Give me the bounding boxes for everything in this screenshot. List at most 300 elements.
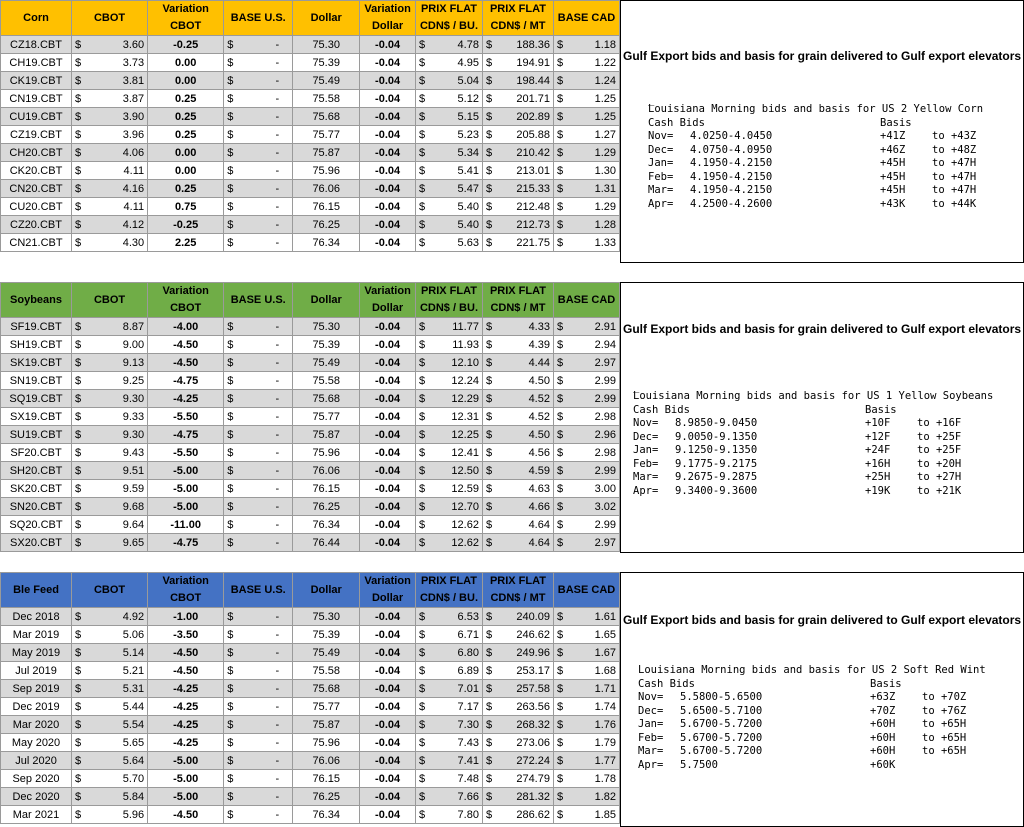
base-cad-cell: $ 1.74 (553, 698, 619, 716)
prix-bu-cell: $ 7.41 (415, 752, 482, 770)
dollar-cell: 76.25 (293, 788, 360, 806)
cbot-cell: $ 4.11 (72, 162, 148, 180)
column-header-base-cad: BASE CAD (553, 1, 619, 36)
column-header-base-cad: BASE CAD (553, 283, 619, 318)
prix-bu-cell: $ 4.95 (415, 54, 482, 72)
variation-cbot-cell: -1.00 (148, 608, 224, 626)
contract-cell: CZ20.CBT (1, 216, 72, 234)
base-cad-cell: $ 2.99 (553, 372, 619, 390)
variation-cbot-cell: -5.00 (148, 788, 224, 806)
base-cad-cell: $ 1.68 (553, 662, 619, 680)
dollar-cell: 75.96 (293, 162, 360, 180)
prix-bu-cell: $ 12.25 (415, 426, 482, 444)
contract-cell: CN20.CBT (1, 180, 72, 198)
column-header-dollar: Dollar (293, 1, 360, 36)
base-cad-cell: $ 2.99 (553, 516, 619, 534)
variation-dollar-cell: -0.04 (360, 408, 416, 426)
cbot-cell: $ 9.30 (72, 426, 148, 444)
prix-mt-cell: $ 274.79 (482, 770, 553, 788)
contract-cell: CH19.CBT (1, 54, 72, 72)
base-us-cell: $ - (224, 426, 293, 444)
variation-cbot-cell: -4.50 (148, 644, 224, 662)
prix-mt-cell: $ 215.33 (482, 180, 553, 198)
variation-cbot-cell: -5.00 (148, 752, 224, 770)
base-us-cell: $ - (224, 498, 293, 516)
table-row (1, 752, 620, 770)
prix-mt-cell: $ 198.44 (482, 72, 553, 90)
bids-column-headers: Cash Bids Basis (648, 116, 912, 129)
bids-row: Feb= 9.1775-9.2175 +16H to +20H (633, 457, 962, 470)
column-header-prix-mt: PRIX FLAT CDN$ / MT (482, 1, 553, 36)
column-header-variation-cbot: Variation CBOT (148, 573, 224, 608)
table-row (1, 788, 620, 806)
table-row (1, 498, 620, 516)
dollar-cell: 75.58 (293, 662, 360, 680)
table-row (1, 734, 620, 752)
dollar-cell: 75.68 (293, 108, 360, 126)
base-cad-cell: $ 2.99 (553, 462, 619, 480)
variation-cbot-cell: -5.50 (148, 408, 224, 426)
base-cad-cell: $ 3.02 (553, 498, 619, 516)
variation-dollar-cell: -0.04 (360, 354, 416, 372)
cbot-cell: $ 5.31 (72, 680, 148, 698)
cbot-cell: $ 8.87 (72, 318, 148, 336)
prix-bu-cell: $ 11.93 (415, 336, 482, 354)
table-row (1, 108, 620, 126)
prix-mt-cell: $ 188.36 (482, 36, 553, 54)
column-header-prix-bu: PRIX FLAT CDN$ / BU. (415, 1, 482, 36)
prix-bu-cell: $ 12.29 (415, 390, 482, 408)
base-us-cell: $ - (224, 108, 293, 126)
base-us-cell: $ - (224, 162, 293, 180)
bids-row: Dec= 5.6500-5.7100 +70Z to +76Z (638, 704, 967, 717)
base-us-cell: $ - (224, 372, 293, 390)
prix-bu-cell: $ 6.71 (415, 626, 482, 644)
cbot-cell: $ 4.30 (72, 234, 148, 252)
cbot-cell: $ 5.70 (72, 770, 148, 788)
prix-bu-cell: $ 6.80 (415, 644, 482, 662)
louisiana-bids (633, 381, 994, 498)
column-header-dollar: Dollar (293, 283, 360, 318)
table-row (1, 626, 620, 644)
prix-mt-cell: $ 246.62 (482, 626, 553, 644)
column-header-base-us: BASE U.S. (224, 573, 293, 608)
prix-mt-cell: $ 4.50 (482, 372, 553, 390)
variation-cbot-cell: -4.25 (148, 680, 224, 698)
contract-cell: CU20.CBT (1, 198, 72, 216)
price-table (0, 0, 620, 252)
contract-cell: SF20.CBT (1, 444, 72, 462)
prix-mt-cell: $ 4.64 (482, 534, 553, 552)
variation-cbot-cell: -4.25 (148, 390, 224, 408)
prix-bu-cell: $ 7.17 (415, 698, 482, 716)
contract-cell: May 2019 (1, 644, 72, 662)
variation-dollar-cell: -0.04 (360, 734, 416, 752)
prix-mt-cell: $ 4.59 (482, 462, 553, 480)
bids-row: Nov= 8.9850-9.0450 +10F to +16F (633, 417, 962, 429)
prix-bu-cell: $ 4.78 (415, 36, 482, 54)
cbot-cell: $ 3.73 (72, 54, 148, 72)
variation-cbot-cell: -4.25 (148, 698, 224, 716)
prix-mt-cell: $ 4.52 (482, 408, 553, 426)
dollar-cell: 76.06 (293, 180, 360, 198)
contract-cell: Jul 2019 (1, 662, 72, 680)
prix-bu-cell: $ 5.41 (415, 162, 482, 180)
prix-mt-cell: $ 286.62 (482, 806, 553, 824)
base-cad-cell: $ 2.91 (553, 318, 619, 336)
cbot-cell: $ 9.00 (72, 336, 148, 354)
variation-dollar-cell: -0.04 (360, 644, 416, 662)
dollar-cell: 76.15 (293, 770, 360, 788)
base-cad-cell: $ 1.77 (553, 752, 619, 770)
prix-bu-cell: $ 7.43 (415, 734, 482, 752)
base-cad-cell: $ 1.67 (553, 644, 619, 662)
variation-cbot-cell: -5.50 (148, 444, 224, 462)
base-cad-cell: $ 1.28 (553, 216, 619, 234)
prix-bu-cell: $ 5.40 (415, 198, 482, 216)
table-row (1, 90, 620, 108)
bids-row: Feb= 4.1950-4.2150 +45H to +47H (648, 170, 977, 183)
prix-bu-cell: $ 5.12 (415, 90, 482, 108)
bids-row: Jan= 4.1950-4.2150 +45H to +47H (648, 157, 977, 169)
table-row (1, 408, 620, 426)
base-us-cell: $ - (224, 806, 293, 824)
bids-heading: Louisiana Morning bids and basis for US 1 Yellow Soybeans (633, 390, 994, 402)
table-row (1, 126, 620, 144)
variation-cbot-cell: -3.50 (148, 626, 224, 644)
prix-mt-cell: $ 4.64 (482, 516, 553, 534)
base-us-cell: $ - (224, 180, 293, 198)
bids-row: Feb= 5.6700-5.7200 +60H to +65H (638, 731, 967, 744)
dollar-cell: 75.77 (293, 698, 360, 716)
base-us-cell: $ - (224, 72, 293, 90)
variation-dollar-cell: -0.04 (360, 180, 416, 198)
base-us-cell: $ - (224, 390, 293, 408)
base-cad-cell: $ 1.78 (553, 770, 619, 788)
dollar-cell: 75.96 (293, 444, 360, 462)
variation-cbot-cell: -5.00 (148, 770, 224, 788)
variation-cbot-cell: -4.50 (148, 806, 224, 824)
prix-bu-cell: $ 12.10 (415, 354, 482, 372)
base-us-cell: $ - (224, 644, 293, 662)
base-us-cell: $ - (224, 54, 293, 72)
contract-cell: SF19.CBT (1, 318, 72, 336)
column-header-prix-mt: PRIX FLAT CDN$ / MT (482, 283, 553, 318)
table-row (1, 608, 620, 626)
variation-dollar-cell: -0.04 (360, 698, 416, 716)
dollar-cell: 75.39 (293, 626, 360, 644)
column-header-variation-cbot: Variation CBOT (148, 283, 224, 318)
prix-mt-cell: $ 249.96 (482, 644, 553, 662)
table-row (1, 318, 620, 336)
base-us-cell: $ - (224, 444, 293, 462)
dollar-cell: 76.25 (293, 498, 360, 516)
dollar-cell: 75.30 (293, 608, 360, 626)
contract-cell: CN19.CBT (1, 90, 72, 108)
variation-dollar-cell: -0.04 (360, 788, 416, 806)
variation-cbot-cell: -4.25 (148, 716, 224, 734)
bids-row: Nov= 4.0250-4.0450 +41Z to +43Z (648, 130, 977, 142)
table-row (1, 534, 620, 552)
contract-cell: SH19.CBT (1, 336, 72, 354)
table-row (1, 162, 620, 180)
contract-cell: SQ20.CBT (1, 516, 72, 534)
bids-row: Nov= 5.5800-5.6500 +63Z to +70Z (638, 691, 967, 703)
cbot-cell: $ 4.16 (72, 180, 148, 198)
variation-cbot-cell: -4.50 (148, 354, 224, 372)
dollar-cell: 75.77 (293, 126, 360, 144)
prix-mt-cell: $ 268.32 (482, 716, 553, 734)
note-dash: _ (648, 94, 655, 106)
variation-dollar-cell: -0.04 (360, 72, 416, 90)
dollar-cell: 75.49 (293, 644, 360, 662)
prix-bu-cell: $ 12.50 (415, 462, 482, 480)
base-us-cell: $ - (224, 788, 293, 806)
base-cad-cell: $ 2.96 (553, 426, 619, 444)
contract-cell: Sep 2020 (1, 770, 72, 788)
contract-cell: SU19.CBT (1, 426, 72, 444)
prix-bu-cell: $ 5.15 (415, 108, 482, 126)
prix-mt-cell: $ 4.39 (482, 336, 553, 354)
variation-cbot-cell: -4.75 (148, 534, 224, 552)
prix-mt-cell: $ 4.44 (482, 354, 553, 372)
variation-cbot-cell: -4.75 (148, 372, 224, 390)
base-us-cell: $ - (224, 216, 293, 234)
variation-cbot-cell: -4.50 (148, 662, 224, 680)
column-header-variation-cbot: Variation CBOT (148, 1, 224, 36)
gulf-export-note (620, 572, 1024, 827)
table-row (1, 234, 620, 252)
dollar-cell: 76.34 (293, 234, 360, 252)
dollar-cell: 76.06 (293, 752, 360, 770)
variation-dollar-cell: -0.04 (360, 806, 416, 824)
louisiana-bids (648, 94, 984, 211)
table-row (1, 680, 620, 698)
base-us-cell: $ - (224, 336, 293, 354)
bids-row: Jan= 9.1250-9.1350 +24F to +25F (633, 444, 962, 456)
base-cad-cell: $ 1.33 (553, 234, 619, 252)
variation-cbot-cell: -5.00 (148, 480, 224, 498)
bids-row: Apr= 9.3400-9.3600 +19K to +21K (633, 484, 962, 497)
variation-cbot-cell: 0.25 (148, 90, 224, 108)
prix-mt-cell: $ 257.58 (482, 680, 553, 698)
variation-dollar-cell: -0.04 (360, 716, 416, 734)
dollar-cell: 75.30 (293, 318, 360, 336)
base-us-cell: $ - (224, 608, 293, 626)
bids-row: Jan= 5.6700-5.7200 +60H to +65H (638, 718, 967, 730)
variation-dollar-cell: -0.04 (360, 516, 416, 534)
variation-dollar-cell: -0.04 (360, 770, 416, 788)
table-row (1, 716, 620, 734)
prix-bu-cell: $ 7.48 (415, 770, 482, 788)
variation-dollar-cell: -0.04 (360, 90, 416, 108)
prix-bu-cell: $ 6.89 (415, 662, 482, 680)
commodity-header: Soybeans (1, 283, 72, 318)
dollar-cell: 76.34 (293, 806, 360, 824)
variation-cbot-cell: -4.00 (148, 318, 224, 336)
contract-cell: SK19.CBT (1, 354, 72, 372)
variation-cbot-cell: -4.75 (148, 426, 224, 444)
prix-bu-cell: $ 12.62 (415, 516, 482, 534)
prix-mt-cell: $ 202.89 (482, 108, 553, 126)
column-header-prix-bu: PRIX FLAT CDN$ / BU. (415, 573, 482, 608)
contract-cell: CN21.CBT (1, 234, 72, 252)
variation-dollar-cell: -0.04 (360, 216, 416, 234)
prix-mt-cell: $ 221.75 (482, 234, 553, 252)
cbot-cell: $ 5.14 (72, 644, 148, 662)
variation-cbot-cell: -0.25 (148, 36, 224, 54)
column-header-variation-dollar: Variation Dollar (360, 283, 416, 318)
note-title: Gulf Export bids and basis for grain delivered to Gulf export elevators (623, 613, 1022, 627)
contract-cell: Dec 2020 (1, 788, 72, 806)
cbot-cell: $ 4.06 (72, 144, 148, 162)
base-cad-cell: $ 1.82 (553, 788, 619, 806)
base-cad-cell: $ 1.71 (553, 680, 619, 698)
base-us-cell: $ - (224, 734, 293, 752)
dollar-cell: 76.15 (293, 198, 360, 216)
cbot-cell: $ 3.81 (72, 72, 148, 90)
variation-dollar-cell: -0.04 (360, 680, 416, 698)
cbot-cell: $ 3.87 (72, 90, 148, 108)
table-row (1, 644, 620, 662)
base-us-cell: $ - (224, 354, 293, 372)
dollar-cell: 75.68 (293, 390, 360, 408)
commodity-header: Corn (1, 1, 72, 36)
base-cad-cell: $ 2.94 (553, 336, 619, 354)
base-cad-cell: $ 1.31 (553, 180, 619, 198)
dollar-cell: 75.49 (293, 72, 360, 90)
cbot-cell: $ 3.96 (72, 126, 148, 144)
dollar-cell: 75.87 (293, 716, 360, 734)
table-row (1, 770, 620, 788)
column-header-cbot: CBOT (72, 573, 148, 608)
base-cad-cell: $ 1.85 (553, 806, 619, 824)
cbot-cell: $ 9.51 (72, 462, 148, 480)
price-table (0, 282, 620, 552)
table-row (1, 462, 620, 480)
prix-mt-cell: $ 4.56 (482, 444, 553, 462)
variation-cbot-cell: -0.25 (148, 216, 224, 234)
base-cad-cell: $ 1.24 (553, 72, 619, 90)
table-row (1, 144, 620, 162)
bids-row: Dec= 4.0750-4.0950 +46Z to +48Z (648, 143, 977, 156)
cbot-cell: $ 9.64 (72, 516, 148, 534)
cbot-cell: $ 3.60 (72, 36, 148, 54)
variation-dollar-cell: -0.04 (360, 234, 416, 252)
prix-mt-cell: $ 4.33 (482, 318, 553, 336)
prix-mt-cell: $ 263.56 (482, 698, 553, 716)
variation-dollar-cell: -0.04 (360, 108, 416, 126)
variation-dollar-cell: -0.04 (360, 626, 416, 644)
table-row (1, 480, 620, 498)
contract-cell: SH20.CBT (1, 462, 72, 480)
variation-cbot-cell: 0.25 (148, 126, 224, 144)
base-us-cell: $ - (224, 534, 293, 552)
variation-cbot-cell: -4.25 (148, 734, 224, 752)
variation-dollar-cell: -0.04 (360, 336, 416, 354)
prix-bu-cell: $ 7.01 (415, 680, 482, 698)
base-cad-cell: $ 1.30 (553, 162, 619, 180)
contract-cell: SX19.CBT (1, 408, 72, 426)
column-header-prix-mt: PRIX FLAT CDN$ / MT (482, 573, 553, 608)
wheat-section (0, 572, 1024, 827)
contract-cell: CZ18.CBT (1, 36, 72, 54)
base-us-cell: $ - (224, 770, 293, 788)
variation-dollar-cell: -0.04 (360, 662, 416, 680)
table-row (1, 426, 620, 444)
price-table (0, 572, 620, 824)
bids-row: Apr= 5.7500 +60K (638, 758, 896, 771)
base-cad-cell: $ 1.25 (553, 108, 619, 126)
column-header-cbot: CBOT (72, 283, 148, 318)
commodity-header: Ble Feed (1, 573, 72, 608)
dollar-cell: 76.25 (293, 216, 360, 234)
base-us-cell: $ - (224, 480, 293, 498)
variation-dollar-cell: -0.04 (360, 480, 416, 498)
dollar-cell: 76.34 (293, 516, 360, 534)
contract-cell: Mar 2019 (1, 626, 72, 644)
dollar-cell: 75.39 (293, 336, 360, 354)
base-us-cell: $ - (224, 198, 293, 216)
table-row (1, 444, 620, 462)
contract-cell: SK20.CBT (1, 480, 72, 498)
dollar-cell: 75.30 (293, 36, 360, 54)
prix-mt-cell: $ 240.09 (482, 608, 553, 626)
bids-row: Mar= 5.6700-5.7200 +60H to +65H (638, 745, 967, 757)
prix-bu-cell: $ 12.31 (415, 408, 482, 426)
prix-bu-cell: $ 7.80 (415, 806, 482, 824)
cbot-cell: $ 5.65 (72, 734, 148, 752)
note-title: Gulf Export bids and basis for grain delivered to Gulf export elevators (623, 322, 1022, 336)
prix-bu-cell: $ 5.63 (415, 234, 482, 252)
base-cad-cell: $ 2.97 (553, 534, 619, 552)
base-cad-cell: $ 1.29 (553, 198, 619, 216)
column-header-base-us: BASE U.S. (224, 283, 293, 318)
base-cad-cell: $ 2.99 (553, 390, 619, 408)
base-cad-cell: $ 1.27 (553, 126, 619, 144)
gulf-export-note (620, 0, 1024, 263)
dollar-cell: 75.68 (293, 680, 360, 698)
table-row (1, 36, 620, 54)
prix-mt-cell: $ 273.06 (482, 734, 553, 752)
bids-row: Apr= 4.2500-4.2600 +43K to +44K (648, 197, 977, 210)
table-row (1, 516, 620, 534)
prix-bu-cell: $ 11.77 (415, 318, 482, 336)
prix-mt-cell: $ 272.24 (482, 752, 553, 770)
prix-mt-cell: $ 205.88 (482, 126, 553, 144)
base-us-cell: $ - (224, 752, 293, 770)
louisiana-bids (638, 664, 986, 772)
prix-mt-cell: $ 4.50 (482, 426, 553, 444)
contract-cell: Dec 2019 (1, 698, 72, 716)
cbot-cell: $ 9.59 (72, 480, 148, 498)
column-header-dollar: Dollar (293, 573, 360, 608)
prix-mt-cell: $ 201.71 (482, 90, 553, 108)
cbot-cell: $ 9.65 (72, 534, 148, 552)
bids-row: Mar= 9.2675-9.2875 +25H to +27H (633, 471, 962, 483)
prix-mt-cell: $ 253.17 (482, 662, 553, 680)
variation-cbot-cell: -5.00 (148, 462, 224, 480)
base-cad-cell: $ 1.61 (553, 608, 619, 626)
cbot-cell: $ 3.90 (72, 108, 148, 126)
corn-section (0, 0, 1024, 263)
table-row (1, 216, 620, 234)
table-row (1, 72, 620, 90)
variation-dollar-cell: -0.04 (360, 498, 416, 516)
cbot-cell: $ 9.25 (72, 372, 148, 390)
column-header-cbot: CBOT (72, 1, 148, 36)
contract-cell: Mar 2020 (1, 716, 72, 734)
